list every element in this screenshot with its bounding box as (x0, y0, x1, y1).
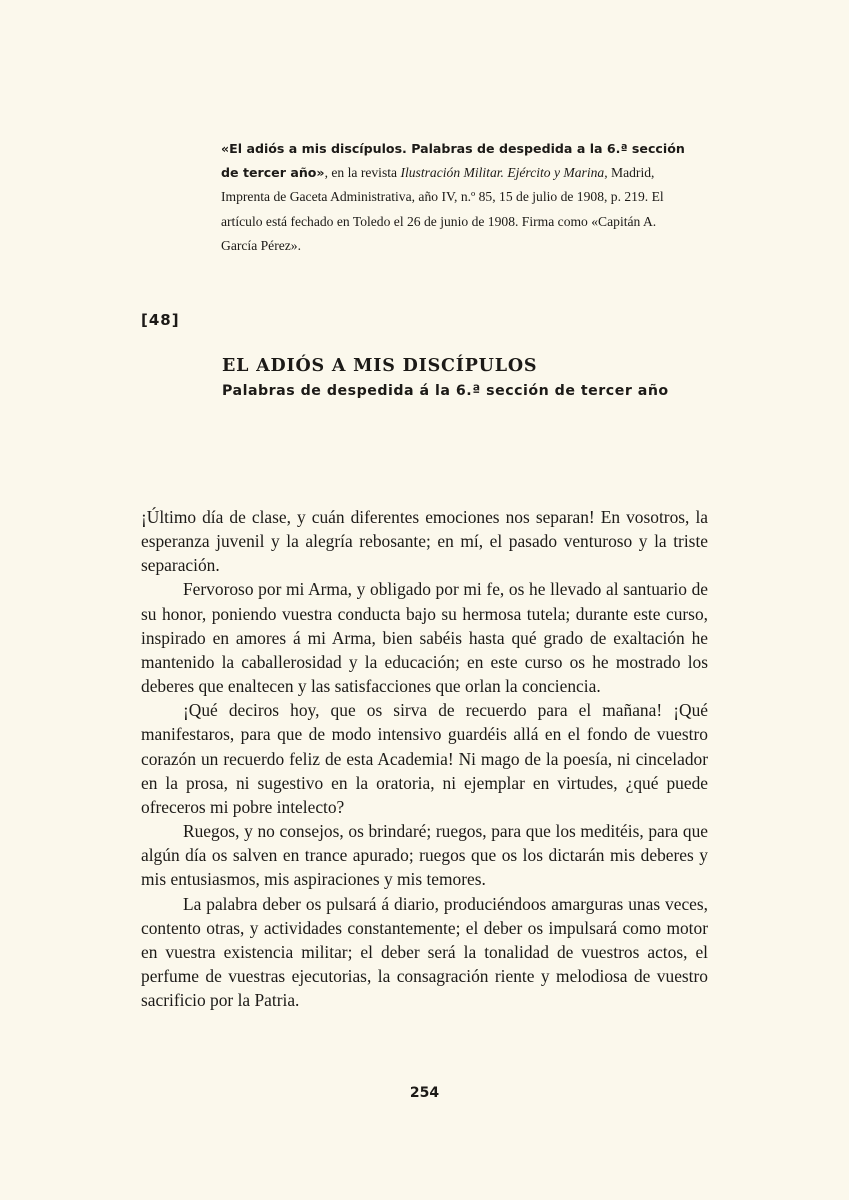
note-article-title: «El adiós a mis discípulos. Palabras de despedida a la 6.ª sección de tercer año» (221, 141, 685, 181)
section-number: [48] (141, 311, 180, 329)
paragraph: La palabra deber os pulsará á diario, produciéndoos amarguras unas veces, contento otras, y actividades constantemente; el deber os impulsará como motor en vuestra existencia militar; el deber será la tonalidad de vuestros actos, el perfume de vuestras ejecutorias, la consagración riente y melodiosa de vuestro sacrificio por la Patria. (141, 893, 708, 1011)
source-note (221, 137, 689, 258)
paragraph: Fervoroso por mi Arma, y obligado por mi fe, os he llevado al santuario de su honor, poniendo vuestra conducta bajo su hermosa tutela; durante este curso, inspirado en amores á mi Arma, bien sabéis hasta qué grado de exaltación he mantenido la caballerosidad y la educación; en este curso os he mostrado los deberes que enaltecen y las satisfacciones que orlan la conciencia. (141, 579, 708, 697)
chapter-subtitle: Palabras de despedida á la 6.ª sección de tercer año (222, 383, 669, 399)
paragraph: ¡Último día de clase, y cuán diferentes emociones nos separan! En vosotros, la esperanza juvenil y la alegría rebosante; en mí, el pasado venturoso y la triste separación. (141, 507, 708, 576)
page-number: 254 (409, 1085, 440, 1101)
paragraph: ¡Qué deciros hoy, que os sirva de recuerdo para el mañana! ¡Qué manifestaros, para que de modo intensivo guardéis allá en el fondo de vuestro corazón un recuerdo feliz de esta Academia! Ni mago de la poesía, ni cincelador en la prosa, ni sugestivo en la oratoria, ni ejemplar en virtudes, ¿qué puede ofreceros mi pobre intelecto? (141, 700, 708, 817)
chapter-title: EL ADIÓS A MIS DISCÍPULOS (222, 356, 538, 376)
note-journal-name: Ilustración Militar. Ejército y Marina (400, 165, 605, 181)
note-text-1: , en la revista (324, 165, 401, 181)
paragraph: Ruegos, y no consejos, os brindaré; ruegos, para que los meditéis, para que algún día os salven en trance apurado; ruegos que os los dictarán mis deberes y mis entusiasmos, mis aspiraciones y mis temores. (141, 821, 708, 890)
body-text (141, 505, 708, 1012)
note-text-2: , Madrid, Imprenta de Gaceta Administrativa, año IV, n.º 85, 15 de julio de 1908, p. 219. El artículo está fechado en Toledo el 26 de junio de 1908. Firma como «Capitán A. García Pérez». (221, 165, 664, 253)
